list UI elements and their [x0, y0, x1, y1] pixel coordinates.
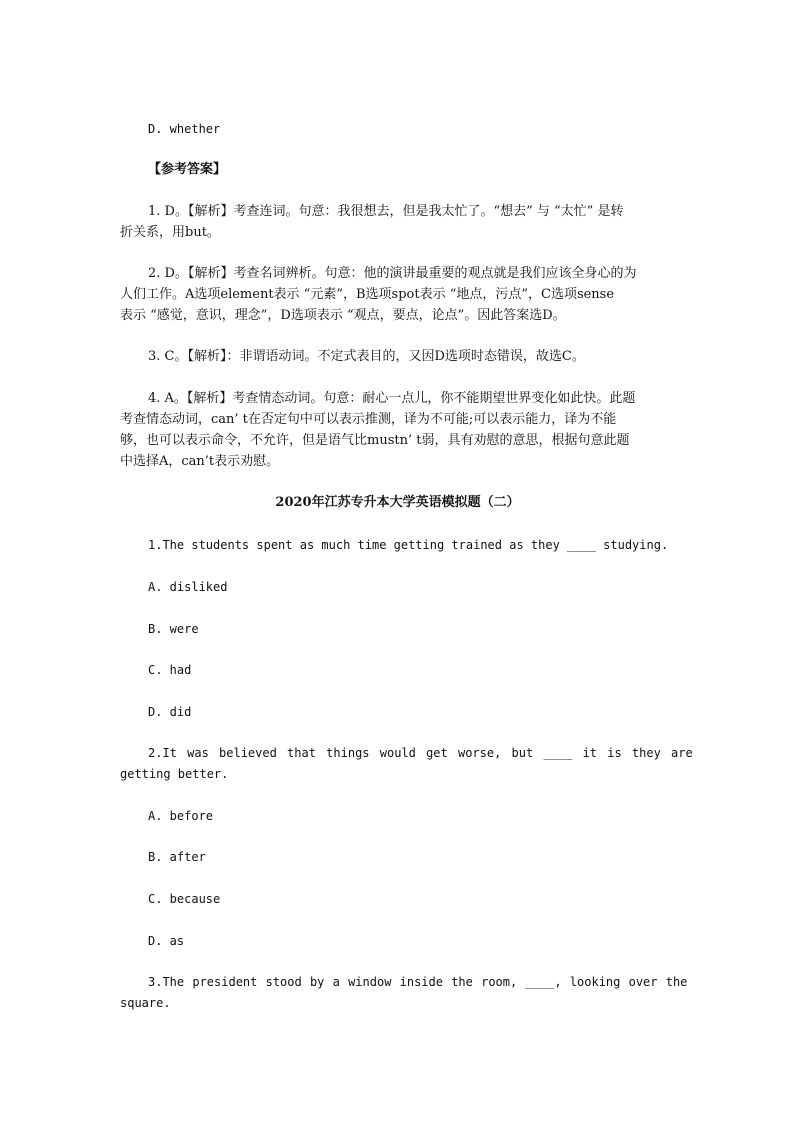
question-3-stem-line-1: 3.The president stood by a window inside the room, ____, looking over the — [148, 975, 688, 989]
answer-2-line-1: 2. D。【解析】考查名词辨析。句意：他的演讲最重要的观点就是我们应该全身心的为 — [148, 266, 637, 281]
prev-option-d: D. whether — [148, 122, 221, 136]
section-title: 2020年江苏专升本大学英语模拟题（二） — [275, 495, 520, 510]
answer-4-line-4: 中选择A，can’t表示劝慰。 — [120, 454, 280, 469]
question-2-stem-line-1: 2.It was believed that things would get worse, but ____ it is they are — [148, 746, 693, 760]
answer-3-line-1: 3. C。【解析】：非谓语动词。不定式表目的，又因D选项时态错误，故选C。 — [148, 349, 585, 364]
question-1-option-d: D. did — [148, 705, 192, 719]
answer-2-line-2: 人们工作。A选项element表示 “元素”，B选项spot表示 “地点，污点”，C选项sense — [120, 287, 615, 302]
question-2-option-b: B. after — [148, 850, 206, 864]
answer-2-line-3: 表示 “感觉，意识，理念”，D选项表示 “观点，要点，论点”。因此答案选D。 — [120, 308, 566, 323]
answer-1-line-1: 1. D。【解析】考查连词。句意：我很想去，但是我太忙了。“想去” 与 “太忙” 是转 — [148, 204, 624, 219]
question-2-stem-line-2: getting better. — [120, 767, 229, 781]
answer-4-line-2: 考查情态动词，can’ t在否定句中可以表示推测，译为不可能;可以表示能力，译为不能 — [120, 412, 617, 427]
answer-4-line-1: 4. A。【解析】考查情态动词。句意：耐心一点儿，你不能期望世界变化如此快。此题 — [148, 391, 636, 406]
question-1-stem: 1.The students spent as much time getting trained as they ____ studying. — [148, 538, 669, 552]
question-1-option-c: C. had — [148, 663, 192, 677]
answers-heading: 【参考答案】 — [148, 162, 227, 177]
question-1-option-a: A. disliked — [148, 580, 228, 594]
answer-4-line-3: 够，也可以表示命令，不允许，但是语气比mustn’ t弱，具有劝慰的意思，根据句意此题 — [120, 433, 630, 448]
question-3-stem-line-2: square. — [120, 996, 171, 1010]
question-2-option-c: C. because — [148, 892, 221, 906]
answer-1-line-2: 折关系，用but。 — [120, 225, 220, 240]
question-1-option-b: B. were — [148, 622, 199, 636]
question-2-option-d: D. as — [148, 934, 185, 948]
question-2-option-a: A. before — [148, 809, 214, 823]
